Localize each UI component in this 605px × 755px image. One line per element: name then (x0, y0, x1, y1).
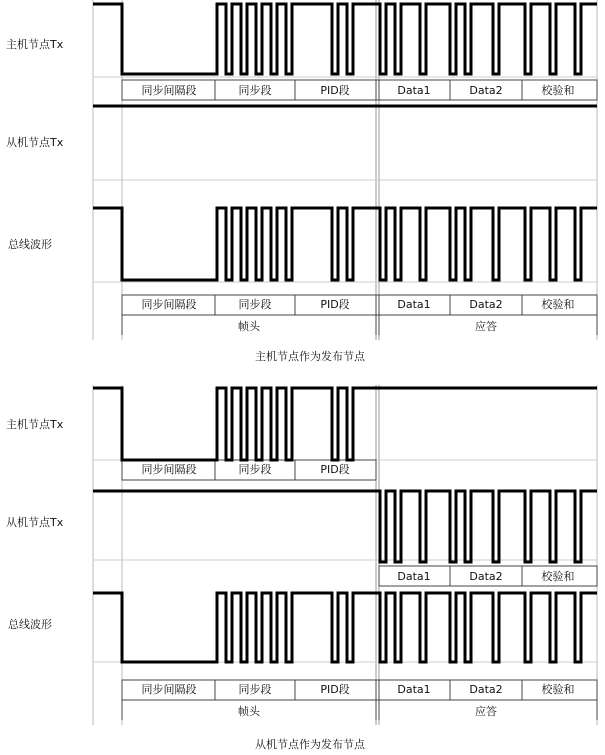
slave-segment-checksum: 校验和 (541, 570, 575, 583)
row-label-slave-tx: 从机节点Tx (6, 136, 64, 149)
segment-pid: PID段 (320, 463, 350, 476)
segment-data1: Data1 (397, 84, 431, 97)
group-label-header: 帧头 (238, 705, 260, 718)
segment-sync-break: 同步间隔段 (141, 84, 197, 97)
bus-segment-pid: PID段 (320, 298, 350, 311)
slave-tx-waveform (93, 491, 597, 562)
bus-segment-sync: 同步段 (238, 298, 272, 311)
bus-waveform (93, 208, 597, 280)
segment-sync: 同步段 (238, 463, 272, 476)
segment-sync: 同步段 (238, 84, 272, 97)
group-label-header: 帧头 (238, 320, 260, 333)
master-tx-waveform (93, 388, 597, 460)
row-label-master-tx: 主机节点Tx (6, 418, 64, 431)
bus-segment-sync-break: 同步间隔段 (141, 298, 197, 311)
caption-master-publisher: 主机节点作为发布节点 (255, 350, 365, 363)
group-label-response: 应答 (475, 320, 497, 333)
bus-segment-data1: Data1 (397, 298, 431, 311)
slave-segment-data2: Data2 (469, 570, 503, 583)
bus-segment-data1: Data1 (397, 683, 431, 696)
segment-checksum: 校验和 (541, 84, 575, 97)
row-label-slave-tx: 从机节点Tx (6, 516, 64, 529)
bus-segment-checksum: 校验和 (541, 298, 575, 311)
bus-segment-checksum: 校验和 (541, 683, 575, 696)
bus-segment-sync: 同步段 (238, 683, 272, 696)
master-tx-waveform (93, 4, 597, 74)
slave-segment-data1: Data1 (397, 570, 431, 583)
bus-segment-sync-break: 同步间隔段 (141, 683, 197, 696)
segment-pid: PID段 (320, 84, 350, 97)
row-label-bus-waveform: 总线波形 (8, 618, 52, 631)
row-label-master-tx: 主机节点Tx (6, 38, 64, 51)
segment-sync-break: 同步间隔段 (141, 463, 197, 476)
bus-segment-pid: PID段 (320, 683, 350, 696)
row-label-bus-waveform: 总线波形 (8, 238, 52, 251)
bus-waveform (93, 593, 597, 662)
bus-segment-data2: Data2 (469, 683, 503, 696)
caption-slave-publisher: 从机节点作为发布节点 (255, 738, 365, 751)
group-label-response: 应答 (475, 705, 497, 718)
bus-segment-data2: Data2 (469, 298, 503, 311)
segment-data2: Data2 (469, 84, 503, 97)
